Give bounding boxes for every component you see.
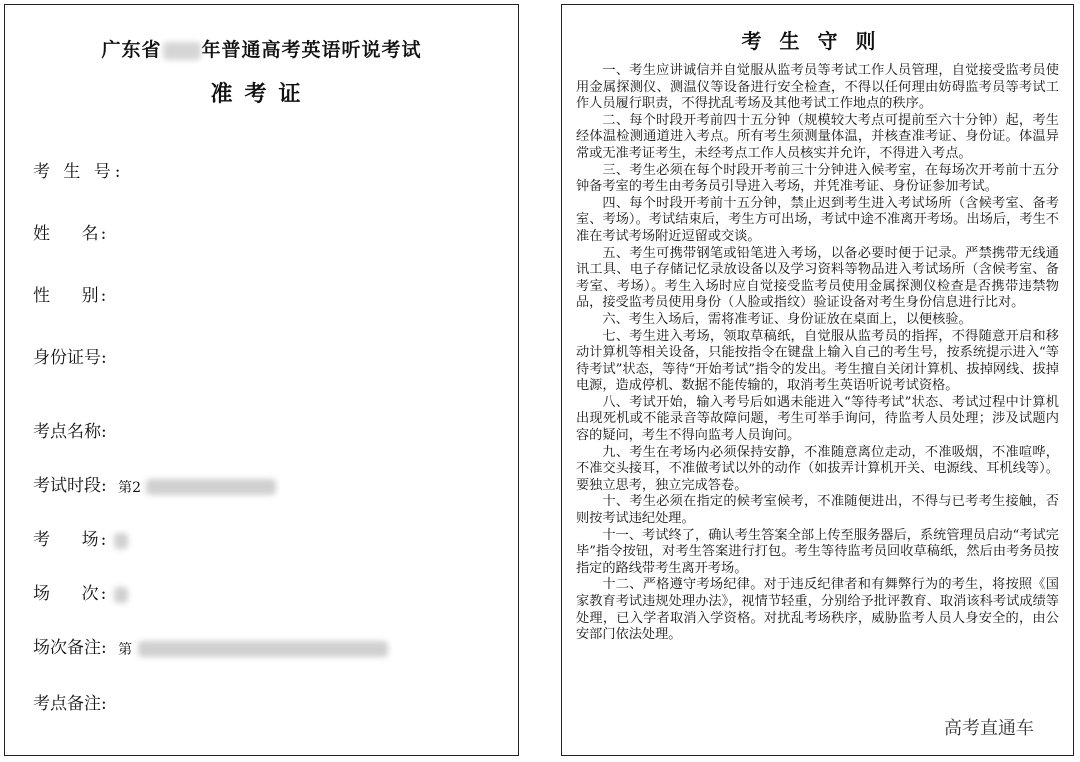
- rule-paragraph: 五、考生可携带钢笔或铅笔进入考场，以备必要时便于记录。严禁携带无线通讯工具、电子存储记忆录放设备以及学习资料等物品进入考试场所（含候考室、备考室、考场）。考生入场时应自觉接受监考员使用金属探测仪检查是否携带违禁物品，接受监考员使用身份（人脸或指纹）验证设备对考生身份信息进行比对。: [576, 245, 1059, 311]
- rules-title: 考生守则: [741, 29, 894, 53]
- rule-paragraph: 十一、考试终了，确认考生答案全部上传至服务器后，系统管理员启动“考试完毕”指令按钮，对考生答案进行打包。考生等待监考员回收草稿纸，然后由考务员按指定的路线带考生离开考场。: [576, 527, 1059, 576]
- redacted-value: [114, 533, 128, 549]
- field-exam-room: [33, 525, 128, 550]
- field-label: 考点名称:: [33, 422, 107, 442]
- field-label: 考 生 号:: [33, 162, 125, 182]
- exam-title: [5, 35, 518, 62]
- field-test-center: [33, 417, 107, 442]
- field-label: 场次备注:: [33, 638, 107, 658]
- redacted-value: [138, 641, 388, 657]
- rule-paragraph: 六、考生入场后，需将准考证、身份证放在桌面上，以便核验。: [602, 311, 972, 327]
- field-value: 第2: [118, 479, 142, 496]
- rule-paragraph: 一、考生应讲诚信并自觉服从监考员等考试工作人员管理，自觉接受监考员使用金属探测仪、测温仪等设备进行安全检查，不得以任何理由妨碍监考员等考试工作人员履行职责，不得扰乱考场及其他考试工作地点的秩序。: [576, 63, 1059, 112]
- field-id-number: [33, 343, 107, 368]
- field-session-note: [33, 633, 388, 659]
- field-label: 考 场:: [33, 530, 109, 550]
- field-exam-session: [33, 471, 276, 497]
- field-session: [33, 579, 128, 604]
- rule-paragraph: 九、考生在考场内必须保持安静，不准随意离位走动，不准吸烟，不准喧哗，不准交头接耳，不准做考试以外的动作（如拔弄计算机开关、电源线、耳机线等）。要独立思考，独立完成答卷。: [576, 444, 1059, 493]
- candidate-rules: [561, 4, 1074, 756]
- rule-paragraph: 十二、严格遵守考场纪律。对于违反纪律者和有舞弊行为的考生，将按照《国家教育考试违规处理办法》，视情节轻重，分别给予批评教育、取消该科考试成绩等处理，已入学者取消入学资格。对扰乱考场秩序，威胁监考人员人身安全的，由公安部门依法处理。: [576, 577, 1059, 643]
- field-test-center-note: [33, 689, 107, 714]
- field-label: 考点备注:: [33, 694, 107, 714]
- rule-paragraph: 三、考生必须在每个时段开考前三十分钟进入候考室，在每场次开考前十五分钟备考室的考生由考务员引导进入考场，并凭准考证、身份证参加考试。: [576, 162, 1059, 195]
- rule-paragraph: 四、每个时段开考前十五分钟，禁止迟到考生进入考试场所（含候考室、备考室、考场）。考试结束后，考生方可出场，考试中途不准离开考场。出场后，考生不准在考试考场附近逗留或交谈。: [576, 195, 1059, 244]
- field-label: 身份证号:: [33, 348, 107, 368]
- exam-title-prefix: 广东省: [101, 39, 162, 61]
- exam-title-suffix: 年普通高考英语听说考试: [201, 39, 422, 61]
- redacted-year: [163, 42, 201, 60]
- field-candidate-number: [33, 157, 125, 182]
- rules-body: [576, 63, 1059, 644]
- field-label: 姓 名:: [33, 224, 109, 244]
- field-label: 性 别:: [33, 286, 109, 306]
- field-name: [33, 219, 108, 244]
- rule-paragraph: 七、考生进入考场，领取草稿纸，自觉服从监考员的指挥，不得随意开启和移动计算机等相关设备，只能按指令在键盘上输入自己的考生号，按系统提示进入“等待考试”状态，等待“开始考试”指令的发出。考生擅自关闭计算机、拔掉网线、拔掉电源，造成停机、数据不能传输的，取消考生英语听说考试资格。: [576, 328, 1059, 394]
- field-label: 考试时段:: [33, 476, 107, 496]
- card-title: 准考证: [210, 81, 313, 107]
- watermark: 高考直通车: [940, 712, 1038, 742]
- redacted-value: [114, 587, 128, 603]
- field-label: 场 次:: [33, 584, 109, 604]
- rule-paragraph: 二、每个时段开考前四十五分钟（规模较大考点可提前至六十分钟）起，考生经体温检测通道进入考点。所有考生须测量体温，并核查准考证、身份证。体温异常或无准考证考生，未经考点工作人员核实并允许，不得进入考点。: [576, 112, 1059, 161]
- field-gender: [33, 281, 108, 306]
- admission-card: [4, 4, 519, 756]
- rule-paragraph: 十、考生必须在指定的候考室候考，不准随便进出，不得与已考考生接触，否则按考试违纪处理。: [576, 494, 1059, 527]
- redacted-value: [146, 479, 276, 495]
- rule-paragraph: 八、考试开始，输入考号后如遇未能进入“等待考试”状态、考试过程中计算机出现死机或不能录音等故障问题，考生可举手询问，待监考人员处理；涉及试题内容的疑问，考生不得向监考人员询问。: [576, 394, 1059, 444]
- field-value: 第: [118, 641, 133, 658]
